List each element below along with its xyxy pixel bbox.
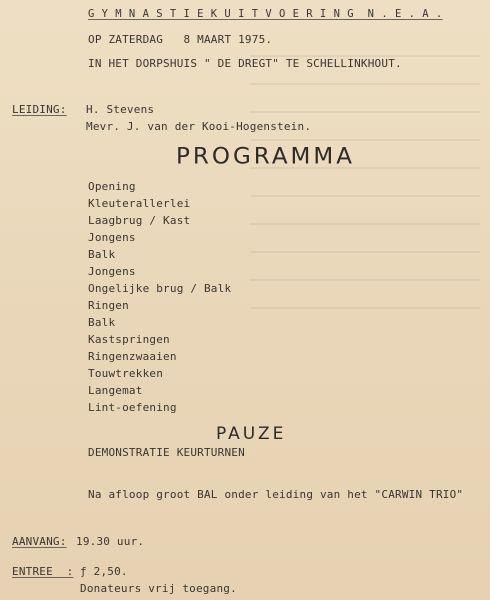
- event-title: G Y M N A S T I E K U I T V O E R I N G N . E . A .: [88, 8, 443, 20]
- aanvang-value: 19.30 uur.: [76, 535, 145, 548]
- programma-item: Touwtrekken: [88, 367, 164, 380]
- programma-item: Jongens: [88, 231, 136, 244]
- show-through-shadow: [250, 40, 480, 320]
- leiding-person-1: H. Stevens: [86, 103, 155, 116]
- programma-item: Balk: [88, 248, 116, 261]
- leiding-label: LEIDING:: [12, 103, 67, 116]
- pauze-title: PAUZE: [216, 424, 287, 444]
- pauze-item: DEMONSTRATIE KEURTURNEN: [88, 446, 245, 459]
- programma-item: Lint-oefening: [88, 401, 177, 414]
- programma-item: Opening: [88, 180, 136, 193]
- programma-item: Laagbrug / Kast: [88, 214, 191, 227]
- programma-item: Langemat: [88, 384, 143, 397]
- programma-item: Ringenzwaaien: [88, 350, 177, 363]
- aanvang-label: AANVANG:: [12, 535, 67, 548]
- programma-item: Kastspringen: [88, 333, 170, 346]
- leiding-person-2: Mevr. J. van der Kooi-Hogenstein.: [86, 120, 312, 133]
- programma-title: PROGRAMMA: [176, 144, 355, 170]
- bal-announcement: Na afloop groot BAL onder leiding van het "CARWIN TRIO": [88, 488, 464, 501]
- entree-label: ENTREE :: [12, 565, 74, 578]
- programma-item: Ringen: [88, 299, 129, 312]
- event-venue: IN HET DORPSHUIS " DE DREGT" TE SCHELLINKHOUT.: [88, 57, 402, 70]
- programma-item: Kleuterallerlei: [88, 197, 191, 210]
- event-date: OP ZATERDAG 8 MAART 1975.: [88, 33, 273, 46]
- programma-item: Jongens: [88, 265, 136, 278]
- entree-note: Donateurs vrij toegang.: [80, 582, 237, 595]
- programma-item: Ongelijke brug / Balk: [88, 282, 232, 295]
- entree-value: ƒ 2,50.: [80, 565, 128, 578]
- programma-item: Balk: [88, 316, 116, 329]
